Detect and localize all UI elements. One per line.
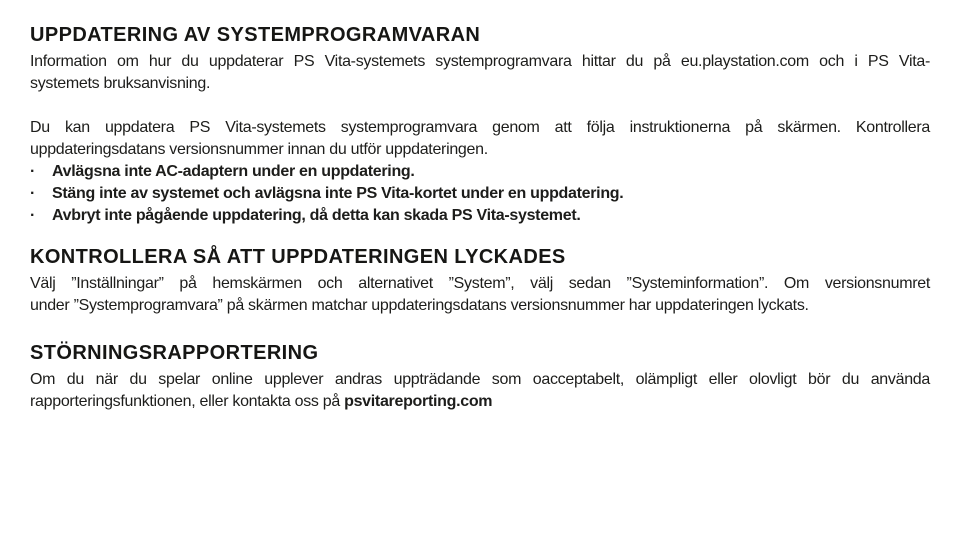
paragraph [30,273,930,317]
bullet-dot-icon: · [30,185,36,202]
paragraph-line: under ”Systemprogramvara” på skärmen matchar uppdateringsdatans versionsnummer har uppdateringen lyckats. [30,297,809,314]
paragraph-line: Om du när du spelar online upplever andras uppträdande som oacceptabelt, olämpligt eller olovligt bör du använda [30,371,930,388]
section-heading-system-update: UPPDATERING AV SYSTEMPROGRAMVARAN [30,24,481,46]
bullet-text: Stäng inte av systemet och avlägsna inte PS Vita-kortet under en uppdatering. [52,185,624,202]
contact-line-prefix: rapporteringsfunktionen, eller kontakta oss på [30,393,345,410]
paragraph-line: Välj ”Inställningar” på hemskärmen och alternativet ”System”, välj sedan ”Systeminformation”. Om versionsnumret [30,275,930,292]
paragraph [30,369,930,413]
bullet-item [30,161,930,183]
bullet-text: Avbryt inte pågående uppdatering, då detta kan skada PS Vita-systemet. [52,207,581,224]
warning-bullet-list [30,161,930,227]
bullet-dot-icon: · [30,207,36,224]
bullet-dot-icon: · [30,163,36,180]
section-heading-verify-update: KONTROLLERA SÅ ATT UPPDATERINGEN LYCKADES [30,246,566,268]
section-heading-grief-reporting: STÖRNINGSRAPPORTERING [30,342,319,364]
paragraph [30,117,930,161]
bullet-text: Avlägsna inte AC-adaptern under en uppdatering. [52,163,415,180]
bullet-item [30,205,930,227]
reporting-domain-text: psvitareporting.com [344,393,493,410]
bullet-item [30,183,930,205]
document-body [30,23,930,413]
paragraph [30,51,930,95]
paragraph-line [30,391,930,413]
paragraph-line: systemets bruksanvisning. [30,75,211,92]
paragraph-line: uppdateringsdatans versionsnummer innan du utför uppdateringen. [30,141,488,158]
paragraph-line: Du kan uppdatera PS Vita-systemets systemprogramvara genom att följa instruktionerna på skärmen. Kontrollera [30,119,930,136]
paragraph-line: Information om hur du uppdaterar PS Vita-systemets systemprogramvara hittar du på eu.playstation.com och i PS Vita- [30,53,930,70]
